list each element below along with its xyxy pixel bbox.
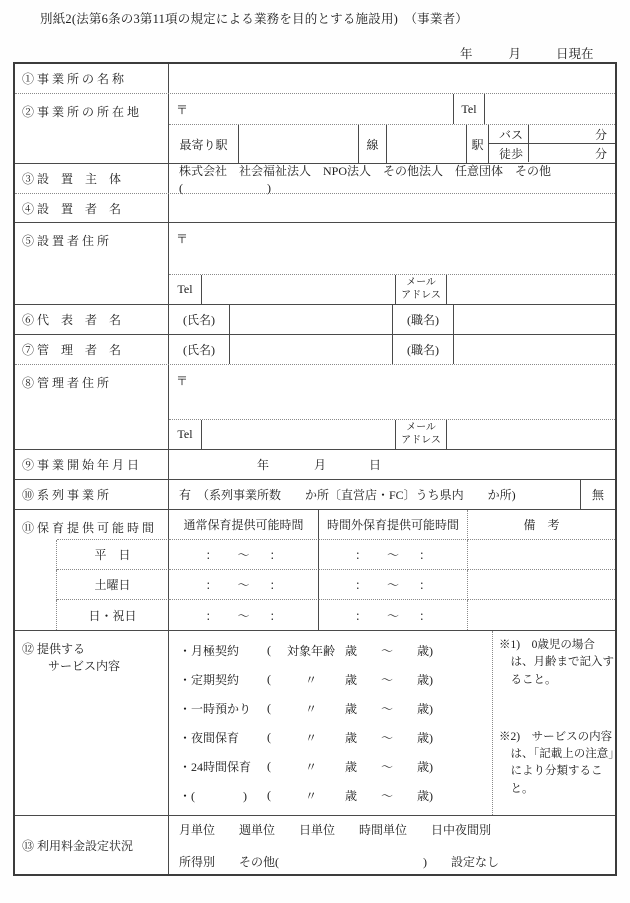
- affiliated-offices-label: ⑩ 系 列 事 業 所: [15, 480, 169, 509]
- weekday-overtime-time: ： ～ ：: [319, 540, 468, 570]
- manager-address-label: ⑧ 管 理 者 住 所: [15, 365, 169, 449]
- page-title: 別紙2(法第6条の3第11項の規定による業務を目的とする施設用) （事業者）: [40, 12, 468, 26]
- col-overtime-hours: 時間外保育提供可能時間: [319, 510, 468, 540]
- representative-name-field: [229, 305, 392, 334]
- weekday-remarks: [468, 540, 615, 570]
- manager-title-label: (職名): [392, 335, 454, 364]
- service-item: ・一時預かり ( 〃 歳 ～ 歳): [179, 701, 434, 716]
- fee-options-line1: 月単位 週単位 日単位 時間単位 日中夜間別: [179, 822, 492, 837]
- founding-body-label: ③ 設 置 主 体: [15, 164, 169, 193]
- representative-title-label: (職名): [392, 305, 454, 334]
- row-representative: [15, 305, 615, 335]
- row-founder-name: [15, 194, 615, 223]
- service-item: ・( ) ( 〃 歳 ～ 歳): [179, 788, 434, 803]
- saturday-overtime-time: ： ～ ：: [319, 570, 468, 600]
- founder-name-field: [169, 194, 615, 222]
- note-1: ※1) 0歳児の場合は、月齢まで記入すること。: [499, 639, 614, 686]
- row-business-name: [15, 64, 615, 94]
- founder-mail-label: メール アドレス: [395, 275, 447, 304]
- walk-label: 徒歩: [489, 144, 529, 162]
- care-hours-weekday-row: [15, 540, 615, 570]
- services-list: [169, 631, 492, 815]
- holiday-normal-time: ： ～ ：: [169, 600, 319, 630]
- founder-tel-field: [202, 275, 395, 304]
- representative-label: ⑥ 代 表 者 名: [15, 305, 169, 334]
- start-date-field: 年 月 日: [257, 458, 382, 472]
- fee-setting-label: ⑬ 利用料金設定状況: [15, 816, 169, 874]
- row-start-date: [15, 450, 615, 480]
- row-fee-setting: [15, 816, 615, 874]
- row-founding-body: [15, 164, 615, 194]
- row-affiliated-offices: [15, 480, 615, 510]
- weekday-label: 平 日: [57, 540, 169, 570]
- founder-address-label: ⑤ 設 置 者 住 所: [15, 223, 169, 304]
- tel-label: Tel: [453, 94, 485, 124]
- col-normal-hours: 通常保育提供可能時間: [169, 510, 319, 540]
- manager-mail-field: [447, 420, 615, 449]
- walk-minutes-label: 分: [594, 146, 607, 161]
- manager-name-field: [229, 335, 392, 364]
- service-item: ・定期契約 ( 〃 歳 ～ 歳): [179, 672, 434, 687]
- founder-tel-label: Tel: [169, 275, 202, 304]
- affiliated-offices-text: 有 （系列事業所数 か所〔直営店・FC〕うち県内 か所): [179, 488, 516, 502]
- care-hours-holiday-row: [15, 600, 615, 630]
- date-day-label: 日現在: [556, 47, 594, 61]
- saturday-label: 土曜日: [57, 570, 169, 600]
- founder-name-label: ④ 設 置 者 名: [15, 194, 169, 222]
- manager-mail-label: メール アドレス: [395, 420, 447, 449]
- manager-label: ⑦ 管 理 者 名: [15, 335, 169, 364]
- row-founder-address: [15, 223, 615, 305]
- row-business-address: [15, 94, 615, 164]
- business-name-label: ① 事 業 所 の 名 称: [15, 64, 169, 93]
- representative-name-label: (氏名): [183, 313, 215, 327]
- services-label: ⑫ 提供する サービス内容: [15, 631, 169, 815]
- manager-tel-label: Tel: [169, 420, 202, 449]
- nearest-station-field: [239, 125, 358, 163]
- saturday-normal-time: ： ～ ：: [169, 570, 319, 600]
- founder-mail-field: [447, 275, 615, 304]
- services-notes: [492, 631, 619, 815]
- row-care-hours: [15, 510, 615, 631]
- service-item: ・月極契約 ( 対象年齢 歳 ～ 歳): [179, 643, 434, 658]
- service-item: ・夜間保育 ( 〃 歳 ～ 歳): [179, 730, 434, 745]
- holiday-label: 日・祝日: [57, 600, 169, 630]
- care-hours-saturday-row: [15, 570, 615, 600]
- line-label: 線: [358, 125, 386, 163]
- manager-name-label: (氏名): [183, 343, 215, 357]
- holiday-overtime-time: ： ～ ：: [319, 600, 468, 630]
- nearest-station-label: 最寄り駅: [169, 125, 239, 163]
- bus-minutes-label: 分: [594, 127, 607, 142]
- founder-postal-mark: 〒: [169, 223, 615, 275]
- date-line: [460, 44, 594, 62]
- saturday-remarks: [468, 570, 615, 600]
- affiliated-none-label: 無: [580, 480, 615, 509]
- col-remarks: 備 考: [468, 510, 615, 540]
- postal-mark: 〒: [176, 102, 189, 117]
- row-manager: [15, 335, 615, 365]
- holiday-remarks: [468, 600, 615, 630]
- care-hours-label: ⑪ 保 育 提 供 可 能 時 間: [22, 521, 155, 535]
- date-month-label: 月: [508, 47, 522, 61]
- row-services: [15, 631, 615, 816]
- manager-title-field: [454, 335, 615, 364]
- row-manager-address: [15, 365, 615, 450]
- manager-postal-mark: 〒: [169, 365, 615, 420]
- form-table: [13, 62, 617, 876]
- manager-tel-field: [202, 420, 395, 449]
- bus-label: バス: [489, 125, 529, 143]
- service-item: ・24時間保育 ( 〃 歳 ～ 歳): [179, 759, 434, 774]
- fee-options-line2: 所得別 その他( ) 設定なし: [179, 854, 499, 869]
- representative-title-field: [454, 305, 615, 334]
- business-address-label: ② 事 業 所 の 所 在 地: [15, 94, 169, 163]
- founding-body-options: 株式会社 社会福祉法人 NPO法人 その他法人 任意団体 その他( ): [179, 163, 552, 195]
- fee-setting-options: [169, 816, 615, 874]
- station-suffix-label: 駅: [466, 125, 488, 163]
- start-date-label: ⑨ 事 業 開 始 年 月 日: [15, 450, 169, 479]
- line-field: [386, 125, 466, 163]
- weekday-normal-time: ： ～ ：: [169, 540, 319, 570]
- business-name-field: [169, 64, 615, 93]
- tel-field: [485, 94, 615, 124]
- note-2: ※2) サービスの内容は、「記載上の注意」により分類すること。: [499, 730, 614, 795]
- date-year-label: 年: [460, 47, 473, 61]
